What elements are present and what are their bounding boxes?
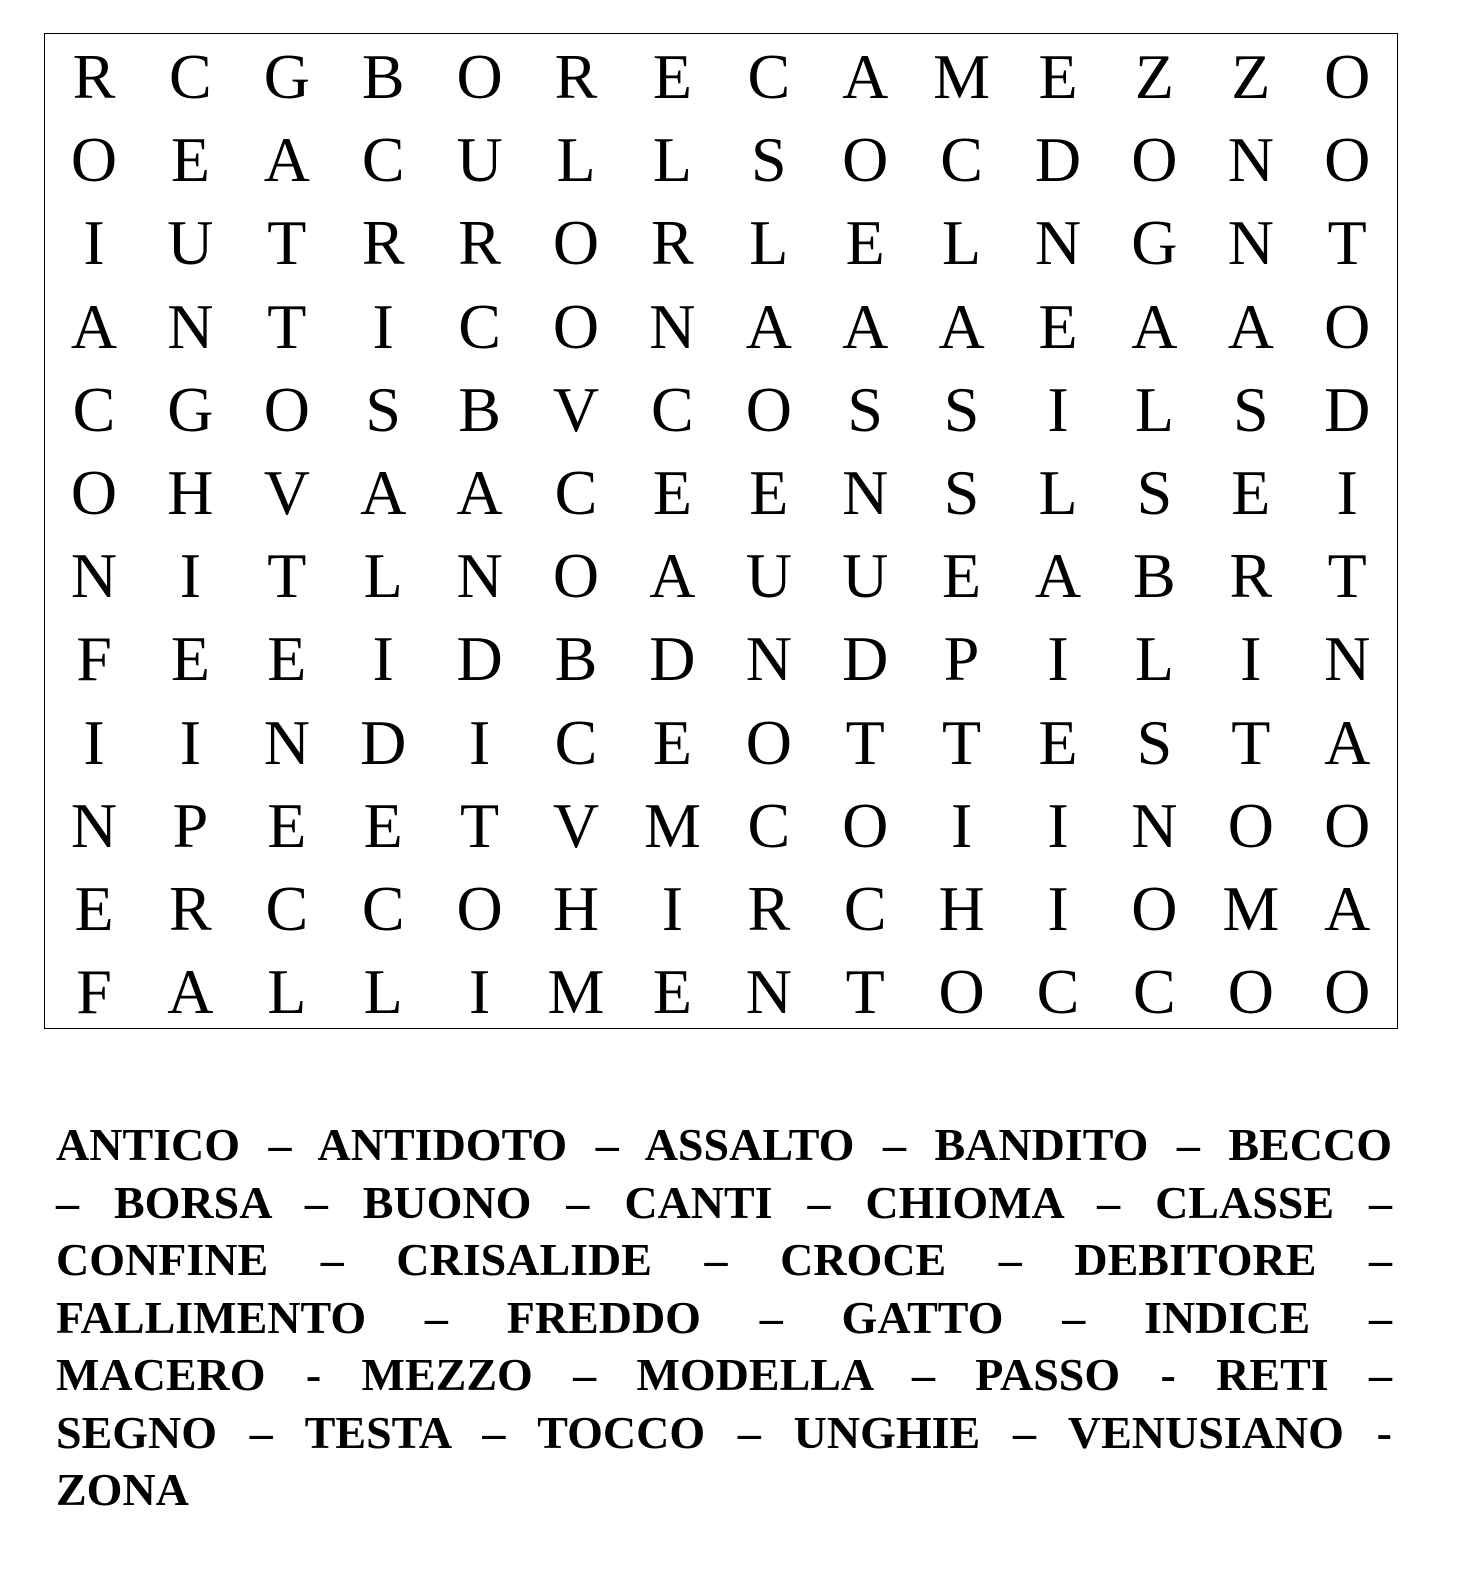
grid-cell[interactable]: O [456,41,503,112]
grid-cell[interactable]: A [938,290,985,362]
grid-cell[interactable]: O [1324,789,1371,861]
grid-cell[interactable]: A [649,540,696,612]
grid-row [45,617,1397,700]
grid-cell[interactable]: N [70,789,118,861]
grid-cell[interactable]: E [170,124,210,196]
grid-cell[interactable]: E [267,789,307,861]
grid-cell[interactable]: O [1227,789,1274,861]
grid-cell[interactable]: E [652,706,692,778]
grid-cell[interactable]: E [1038,706,1078,778]
grid-cell[interactable]: A [360,457,407,528]
grid-row [45,867,1397,950]
grid-cell[interactable]: R [651,207,694,279]
word-search-grid [44,33,1398,1029]
word-list-line: CONFINE – CRISALIDE – CROCE – DEBITORE – [56,1234,1392,1285]
word-list-line: SEGNO – TESTA – TOCCO – UNGHIE – VENUSIANO - [56,1406,1392,1458]
grid-cell[interactable]: I [1047,373,1069,445]
grid-cell[interactable]: E [652,956,692,1028]
grid-cell[interactable]: O [938,956,985,1028]
grid-cell[interactable]: Z [1134,41,1174,112]
word-list-line: FALLIMENTO – FREDDO – GATTO – INDICE – [56,1291,1392,1343]
grid-cell[interactable]: A [1034,540,1082,612]
grid-cell[interactable]: C [265,873,309,944]
grid-cell[interactable]: I [1047,623,1069,695]
grid-cell[interactable]: S [751,124,787,196]
grid-cell[interactable]: M [643,789,701,861]
grid-cell[interactable]: D [842,623,889,695]
grid-cell[interactable]: I [468,956,491,1028]
grid-cell[interactable]: E [74,873,114,944]
grid-cell[interactable]: N [842,457,889,528]
grid-cell[interactable]: T [1231,706,1271,778]
grid-cell[interactable]: L [942,207,982,279]
grid-cell[interactable]: C [1036,956,1080,1028]
grid-cell[interactable]: N [456,540,503,612]
grid-cell[interactable]: O [1227,956,1274,1028]
word-list [56,1116,1392,1519]
grid-row [45,451,1397,534]
grid-cell[interactable]: P [172,789,209,861]
grid-cell[interactable]: N [70,540,118,612]
grid-cell[interactable]: I [661,873,684,944]
grid-cell[interactable]: C [651,373,694,445]
grid-cell[interactable]: N [1034,207,1082,279]
grid-cell[interactable]: N [263,706,310,778]
grid-cell[interactable]: G [167,373,214,445]
grid-cell[interactable]: O [70,124,118,196]
grid-cell[interactable]: S [943,457,980,528]
grid-cell[interactable]: O [552,540,600,612]
grid-cell[interactable]: U [842,540,889,612]
word-list-line: – BORSA – BUONO – CANTI – CHIOMA – CLASSE – [56,1176,1392,1228]
grid-cell[interactable]: S [1233,373,1269,445]
grid-cell[interactable]: S [847,373,883,445]
grid-cell[interactable]: V [263,457,310,528]
grid-cell[interactable]: A [70,290,118,362]
word-list-line: ANTICO – ANTIDOTO – ASSALTO – BANDITO – BECCO [56,1119,1392,1170]
grid-cell[interactable]: D [649,623,696,695]
grid-cell[interactable]: E [1038,41,1078,112]
grid-cell[interactable]: L [363,540,403,612]
grid-cell[interactable]: T [267,540,307,612]
grid-cell[interactable]: O [1324,41,1371,112]
grid-cell[interactable]: G [1131,207,1178,279]
grid-cell[interactable]: N [167,290,214,362]
grid-cell[interactable]: L [1038,457,1078,528]
grid-cell[interactable]: R [361,207,405,279]
grid-cell[interactable]: V [552,789,600,861]
grid-cell[interactable]: N [745,623,792,695]
grid-cell[interactable]: O [552,290,600,362]
grid-cell[interactable]: L [363,956,403,1028]
grid-row [45,701,1397,784]
grid-cell[interactable]: O [263,373,310,445]
grid-cell[interactable]: A [842,290,889,362]
grid-cell[interactable]: C [361,873,405,944]
word-list-line: ZONA [56,1464,189,1515]
grid-cell[interactable]: I [950,789,973,861]
grid-cell[interactable]: E [652,41,692,112]
grid-cell[interactable]: C [169,41,212,112]
grid-cell[interactable]: T [845,706,885,778]
grid-cell[interactable]: I [1336,457,1358,528]
grid-cell[interactable]: Z [1231,41,1271,112]
grid-cell[interactable]: S [943,373,980,445]
grid-cell[interactable]: E [942,540,982,612]
grid-cell[interactable]: T [845,956,885,1028]
grid-cell[interactable]: E [845,207,885,279]
grid-cell[interactable]: P [943,623,980,695]
grid-cell[interactable]: I [83,207,105,279]
grid-cell[interactable]: I [1047,789,1069,861]
grid-cell[interactable]: L [652,124,692,196]
grid-cell[interactable]: U [456,124,503,196]
grid-cell[interactable]: B [1133,540,1176,612]
grid-cell[interactable]: A [1227,290,1274,362]
grid-cell[interactable]: F [76,623,112,695]
grid-cell[interactable]: A [1324,873,1371,944]
grid-cell[interactable]: B [458,373,501,445]
grid-row [45,368,1397,451]
grid-cell[interactable]: L [1134,373,1174,445]
grid-cell[interactable]: N [745,956,792,1028]
grid-cell[interactable]: D [360,706,407,778]
grid-cell[interactable]: L [267,956,307,1028]
grid-cell[interactable]: O [552,207,600,279]
grid-cell[interactable]: S [1136,457,1173,528]
grid-cell[interactable]: A [842,41,889,112]
grid-cell[interactable]: S [1136,706,1173,778]
grid-cell[interactable]: M [547,956,605,1028]
grid-cell[interactable]: C [940,124,983,196]
grid-cell[interactable]: H [552,873,600,944]
grid-cell[interactable]: I [468,706,491,778]
grid-row [45,118,1397,201]
grid-cell[interactable]: O [1324,124,1371,196]
grid-cell[interactable]: M [933,41,991,112]
grid-cell[interactable]: T [942,706,982,778]
grid-cell[interactable]: V [552,373,600,445]
grid-cell[interactable]: I [1240,623,1262,695]
grid-cell[interactable]: N [1131,789,1178,861]
grid-cell[interactable]: O [842,789,889,861]
grid-cell[interactable]: R [458,207,501,279]
grid-cell[interactable]: R [1229,540,1273,612]
grid-row [45,285,1397,368]
grid-cell[interactable]: C [747,41,791,112]
grid-cell[interactable]: D [1034,124,1082,196]
grid-cell[interactable]: A [1324,706,1371,778]
grid-cell[interactable]: D [1324,373,1371,445]
grid-cell[interactable]: O [1324,290,1371,362]
grid-cell[interactable]: U [745,540,792,612]
grid-row [45,35,1397,118]
grid-cell[interactable]: C [72,373,116,445]
grid-cell[interactable]: E [267,623,307,695]
grid-cell[interactable]: N [649,290,696,362]
grid-cell[interactable]: I [179,706,202,778]
grid-cell[interactable]: D [456,623,503,695]
grid-cell[interactable]: O [745,706,792,778]
grid-cell[interactable]: I [372,290,394,362]
grid-cell[interactable]: R [72,41,116,112]
grid-cell[interactable]: E [170,623,210,695]
grid-cell[interactable]: A [263,124,310,196]
grid-row [45,534,1397,617]
grid-cell[interactable]: A [1131,290,1178,362]
grid-cell[interactable]: R [747,873,791,944]
grid-cell[interactable]: A [456,457,503,528]
grid-cell[interactable]: B [361,41,405,112]
grid-cell[interactable]: N [1324,623,1371,695]
grid-cell[interactable]: H [938,873,985,944]
grid-cell[interactable]: T [267,290,307,362]
grid-cell[interactable]: O [1131,124,1178,196]
grid-cell[interactable]: E [749,457,789,528]
grid-cell[interactable]: O [70,457,118,528]
grid-cell[interactable]: T [1327,540,1367,612]
grid-cell[interactable]: O [1131,873,1178,944]
grid-cell[interactable]: I [83,706,105,778]
grid-cell[interactable]: E [1038,290,1078,362]
grid-cell[interactable]: R [169,873,212,944]
grid-cell[interactable]: O [1324,956,1371,1028]
grid-row [45,950,1397,1033]
grid-row [45,784,1397,867]
grid-cell[interactable]: A [167,956,214,1028]
grid-cell[interactable]: I [179,540,202,612]
grid-cell[interactable]: S [365,373,401,445]
grid-cell[interactable]: H [167,457,214,528]
grid-cell[interactable]: R [554,41,598,112]
grid-cell[interactable]: C [843,873,887,944]
grid-cell[interactable]: N [1227,207,1274,279]
grid-cell[interactable]: L [1134,623,1174,695]
grid-cell[interactable]: O [456,873,503,944]
grid-cell[interactable]: E [1231,457,1271,528]
grid-cell[interactable]: T [267,207,307,279]
grid-cell[interactable]: O [842,124,889,196]
grid-cell[interactable]: E [652,457,692,528]
grid-cell[interactable]: I [372,623,394,695]
grid-cell[interactable]: M [1222,873,1280,944]
grid-cell[interactable]: C [554,706,598,778]
grid-cell[interactable]: N [1227,124,1274,196]
grid-cell[interactable]: T [460,789,500,861]
word-list-line: MACERO - MEZZO – MODELLA – PASSO - RETI – [56,1349,1392,1400]
grid-cell[interactable]: C [361,124,405,196]
grid-cell[interactable]: E [363,789,403,861]
grid-cell[interactable]: C [458,290,501,362]
grid-cell[interactable]: L [556,124,596,196]
grid-cell[interactable]: L [749,207,789,279]
grid-cell[interactable]: A [745,290,792,362]
grid-cell[interactable]: U [167,207,214,279]
grid-cell[interactable]: B [554,623,598,695]
grid-cell[interactable]: C [1133,956,1176,1028]
grid-cell[interactable]: F [76,956,112,1028]
grid-cell[interactable]: C [747,789,791,861]
grid-cell[interactable]: T [1327,207,1367,279]
grid-row [45,201,1397,284]
grid-cell[interactable]: C [554,457,598,528]
grid-cell[interactable]: I [1047,873,1069,944]
grid-cell[interactable]: O [745,373,792,445]
grid-cell[interactable]: G [263,41,310,112]
